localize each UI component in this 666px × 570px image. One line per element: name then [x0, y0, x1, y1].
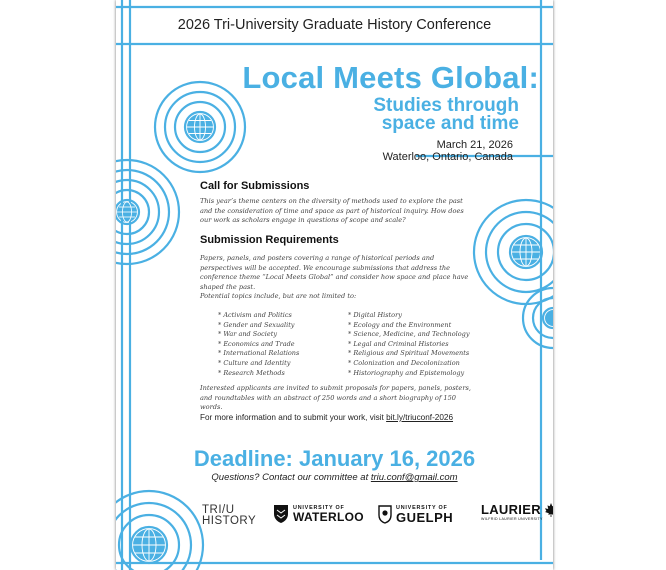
- topic-item: * Culture and Identity: [218, 358, 291, 367]
- guelph-logo: [378, 504, 453, 524]
- topic-item: * Economics and Trade: [218, 339, 295, 348]
- contact-email-link[interactable]: triu.conf@gmail.com: [370, 472, 458, 483]
- triu-logo-line2: HISTORY: [202, 515, 257, 527]
- waterloo-logo-small: UNIVERSITY OF: [293, 505, 345, 511]
- topic-item: * International Relations: [218, 349, 300, 358]
- waterloo-logo: [273, 504, 364, 524]
- globe-icon-top-left: [187, 114, 213, 140]
- info-text: For more information and to submit your work, visit: [200, 413, 387, 422]
- guelph-logo-big: GUELPH: [396, 509, 454, 525]
- waterloo-logo-big: WATERLOO: [293, 510, 364, 524]
- topics-intro: Potential topics include, but are not limited to:: [200, 292, 357, 300]
- laurier-logo: [481, 503, 553, 521]
- triu-logo-line1: TRI/U: [202, 504, 235, 516]
- apply-text: Interested applicants are invited to submit proposals for papers, panels, posters, and roundtables with an abstract of 250 words and a short biography of 150 words.: [200, 384, 471, 412]
- event-date-location: [383, 139, 513, 163]
- laurier-logo-small: WILFRID LAURIER UNIVERSITY: [481, 517, 543, 521]
- requirements-heading: Submission Requirements: [200, 234, 339, 246]
- globe-icon-bottom-left: [133, 529, 165, 561]
- requirements-text: Papers, panels, and posters covering a range of historical periods and perspectives will be accepted. We encourage submissions that address the conference theme “Local Meets Global” and consider how space and place have shaped the past.: [200, 254, 469, 291]
- topics-column-right: [348, 311, 498, 378]
- questions-text: Questions? Contact our committee at: [211, 472, 371, 483]
- topic-item: * Legal and Criminal Histories: [348, 339, 449, 348]
- main-title: Local Meets Global:: [242, 60, 539, 95]
- topic-item: * Activism and Politics: [218, 311, 292, 319]
- conference-poster: [116, 0, 553, 570]
- event-location: Waterloo, Ontario, Canada: [382, 151, 513, 163]
- topic-item: * Colonization and Decolonization: [348, 358, 460, 367]
- topic-item: * Science, Medicine, and Technology: [348, 330, 470, 339]
- topic-item: * Gender and Sexuality: [218, 320, 295, 329]
- deadline: Deadline: January 16, 2026: [193, 446, 476, 471]
- topic-item: * Digital History: [348, 311, 402, 319]
- topics-column-left: [218, 311, 334, 378]
- globe-icon-left: [117, 202, 137, 222]
- topic-item: * Ecology and the Environment: [348, 320, 452, 329]
- event-date: March 21, 2026: [436, 139, 513, 151]
- topics-list: [218, 311, 498, 378]
- topic-item: * Religious and Spiritual Movements: [348, 349, 470, 358]
- info-link[interactable]: bit.ly/triuconf-2026: [386, 413, 454, 422]
- call-heading: Call for Submissions: [200, 180, 310, 192]
- waterloo-shield-icon: [273, 504, 289, 524]
- guelph-crest-icon: [378, 504, 392, 524]
- subtitle: Studies through space and time: [373, 95, 519, 134]
- topic-item: * War and Society: [218, 330, 277, 339]
- conference-title: 2026 Tri-University Graduate History Conference: [177, 17, 492, 33]
- questions-line: [116, 472, 553, 483]
- info-line: [200, 413, 453, 422]
- topic-item: * Research Methods: [218, 368, 285, 377]
- laurier-logo-big: LAURIER: [481, 502, 541, 517]
- globe-icon-right-lower: [545, 310, 553, 326]
- call-text: This year’s theme centers on the diversity of methods used to explore the past and the consideration of time and space as part of historical inquiry. How does our work as scholars engage in questions of scope and scale?: [200, 197, 464, 225]
- triu-history-logo: [202, 505, 256, 527]
- topic-item: * Historiography and Epistemology: [348, 368, 465, 377]
- maple-leaf-icon: [544, 503, 553, 517]
- globe-icon-right: [512, 238, 540, 266]
- guelph-logo-small: UNIVERSITY OF: [396, 504, 448, 511]
